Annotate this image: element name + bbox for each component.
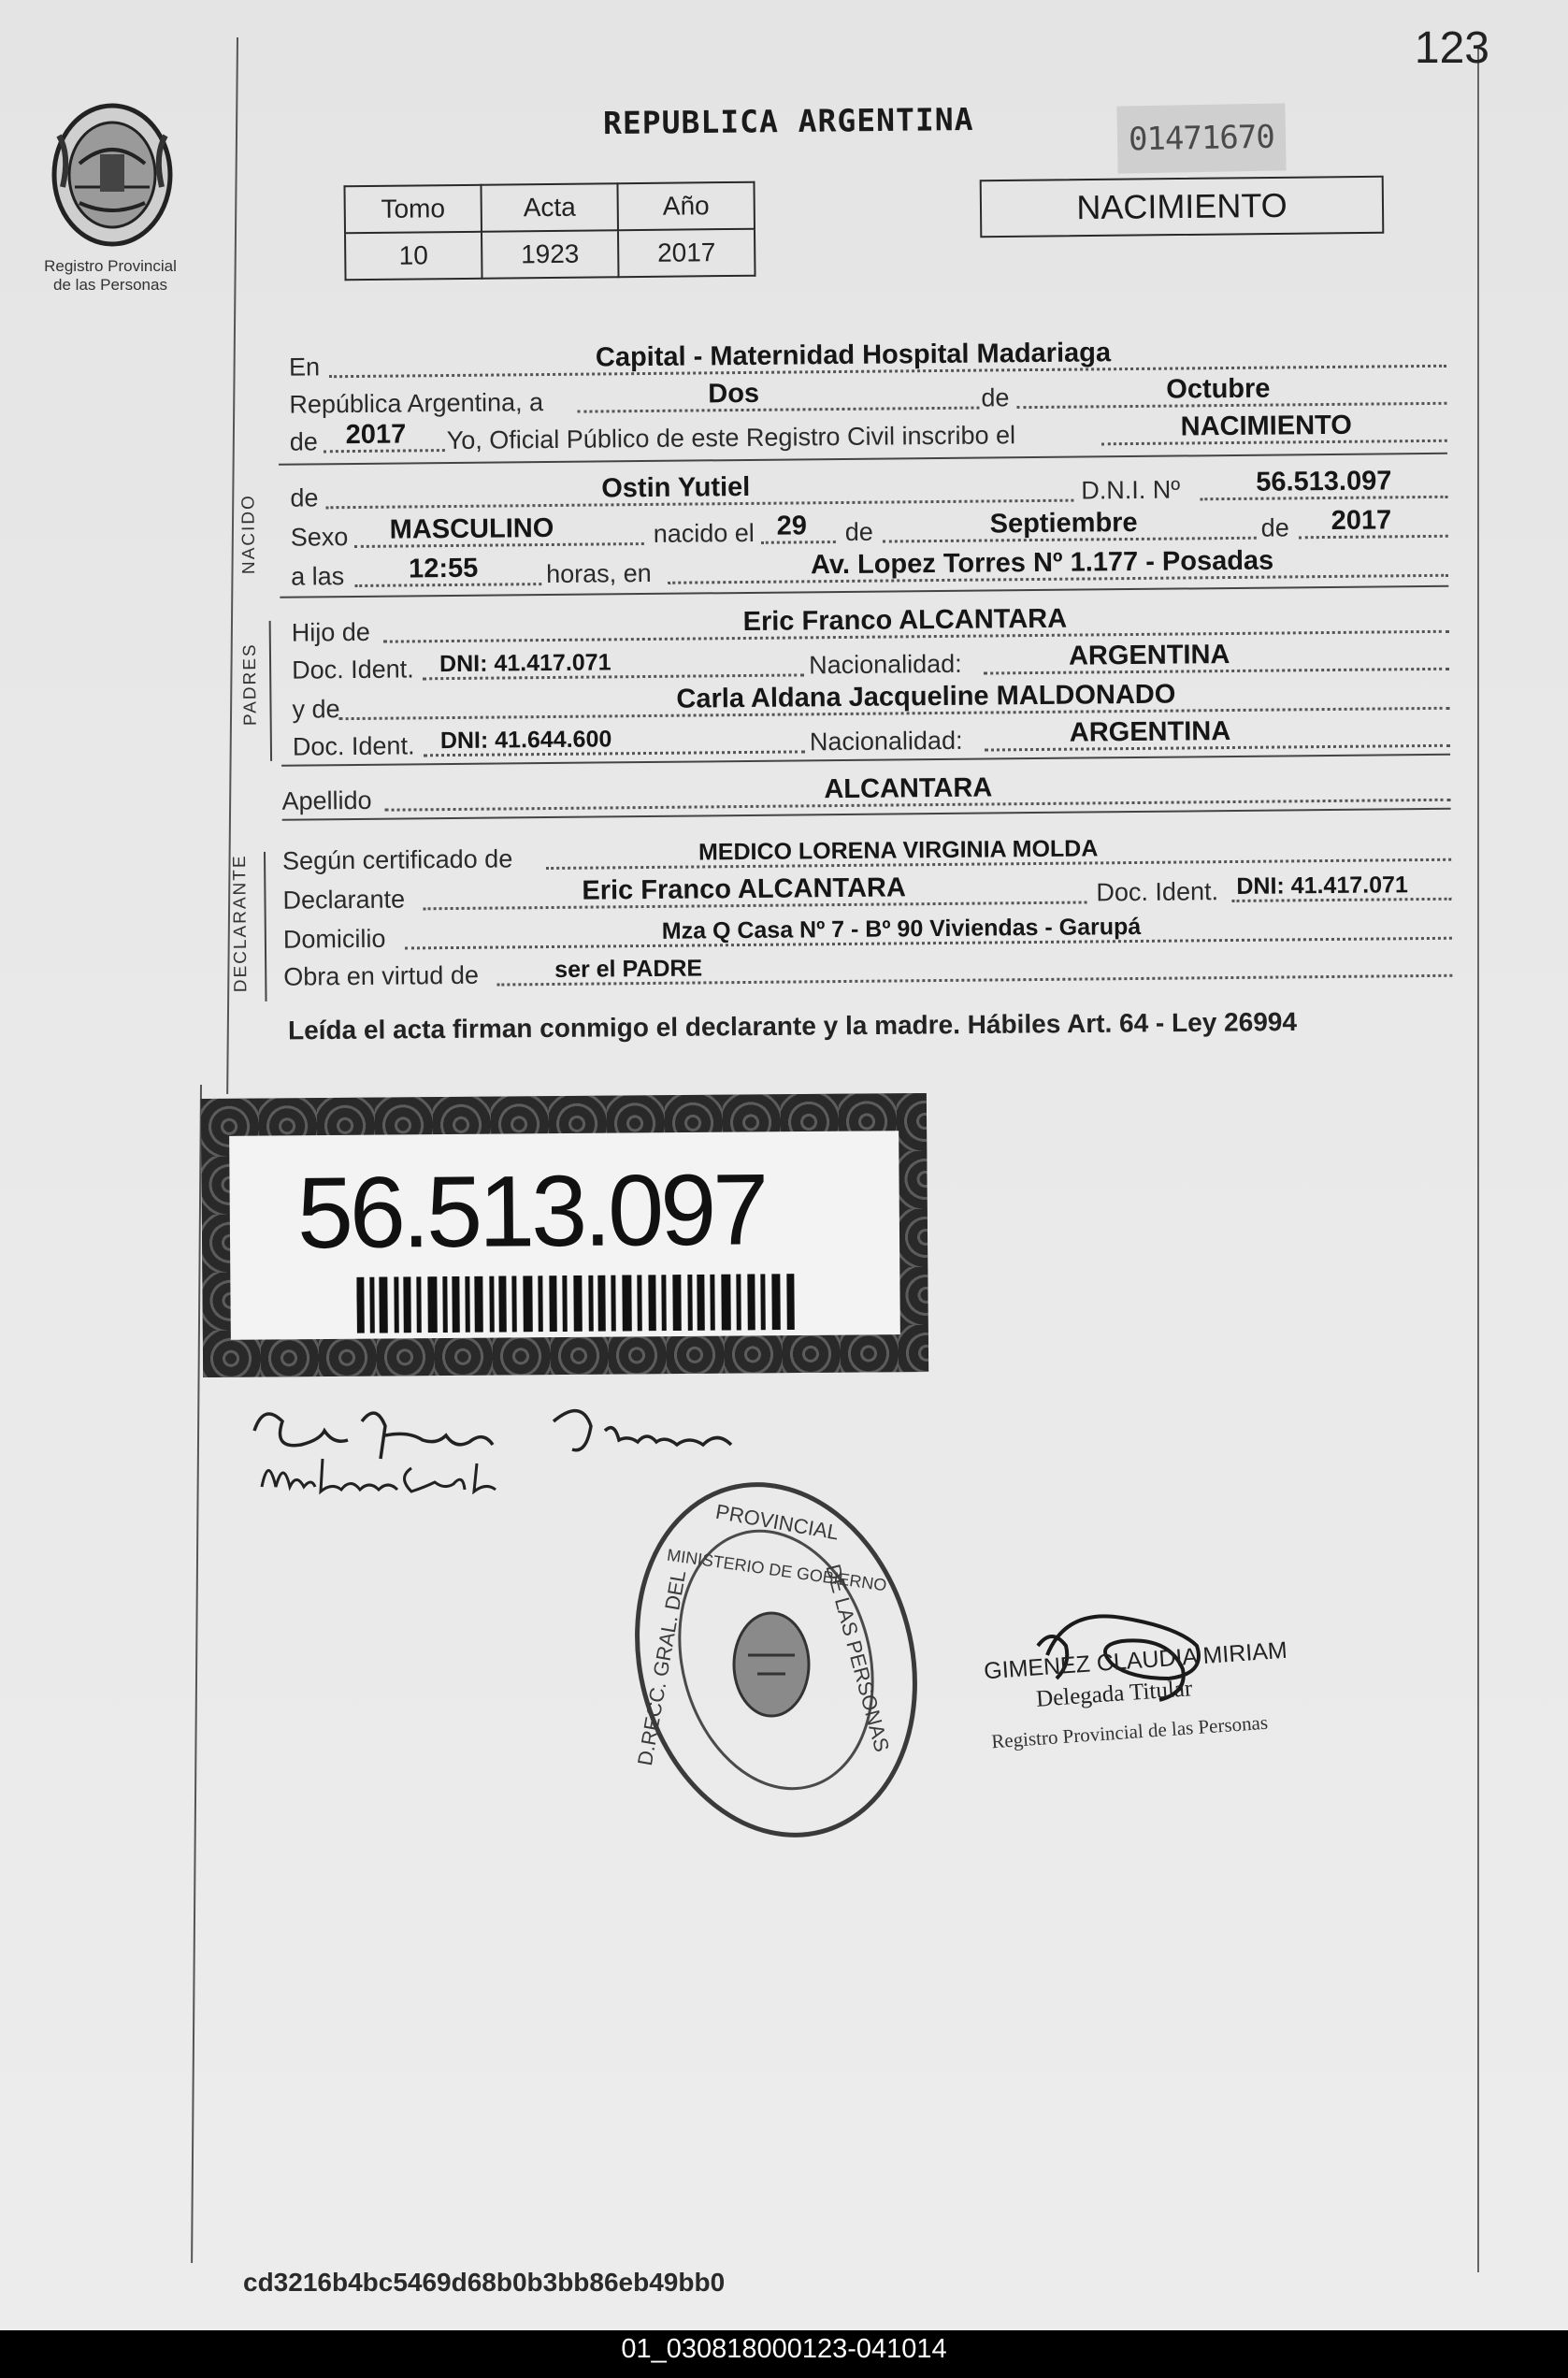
logo-caption-line1: Registro Provincial: [44, 257, 177, 275]
closing-statement: Leída el acta firman conmigo el declarante y la madre. Hábiles Art. 64 - Ley 26994: [287, 1006, 1298, 1045]
official-organization: Registro Provincial de las Personas: [990, 1710, 1269, 1753]
padres-bracket: [269, 621, 272, 761]
child-name-value: Ostin Yutiel: [601, 471, 751, 504]
de-label: de: [1260, 513, 1289, 542]
de-label: de: [844, 517, 873, 546]
mother-doc-value: DNI: 41.644.600: [439, 726, 612, 755]
de-label: de: [290, 483, 319, 512]
mother-name-value: Carla Aldana Jacqueline MALDONADO: [676, 679, 1176, 714]
place-value: Capital - Maternidad Hospital Madariaga: [595, 338, 1112, 373]
certificate-type-box: NACIMIENTO: [980, 176, 1385, 238]
sexo-value: MASCULINO: [389, 512, 554, 545]
year-de-label: de: [289, 427, 318, 456]
birth-year-value: 2017: [1331, 505, 1392, 536]
official-seal-icon: [626, 1473, 935, 1856]
father-nationality-value: ARGENTINA: [1068, 640, 1230, 671]
en-label: En: [288, 353, 321, 382]
obra-value: ser el PADRE: [554, 955, 703, 983]
dni-sticker: [201, 1093, 928, 1377]
declarante-section-label: DECLARANTE: [230, 854, 252, 993]
row-surname: [281, 767, 1450, 815]
svg-text:DE LAS PERSONAS: DE LAS PERSONAS: [821, 1562, 895, 1755]
dni-label: D.N.I. Nº: [1081, 475, 1181, 505]
doc-ident-label: Doc. Ident.: [291, 655, 414, 685]
left-margin-line-lower: [191, 1085, 202, 2263]
de-label: de: [981, 383, 1010, 412]
sexo-label: Sexo: [290, 523, 349, 552]
apellido-label: Apellido: [281, 785, 372, 815]
svg-text:MINISTERIO DE GOBIERNO: MINISTERIO DE GOBIERNO: [666, 1545, 888, 1595]
y-de-label: y de: [292, 695, 340, 724]
sticker-dni-number: 56.513.097: [296, 1152, 766, 1270]
nacionalidad-label: Nacionalidad:: [808, 649, 962, 680]
inscribo-text: Yo, Oficial Público de este Registro Civil inscribo el: [446, 421, 1016, 455]
registry-header-ano: Año: [617, 182, 755, 231]
page-number: 123: [1414, 23, 1489, 73]
obra-label: Obra en virtud de: [283, 960, 480, 991]
logo-caption-line2: de las Personas: [53, 276, 167, 294]
registry-header-acta: Acta: [481, 183, 618, 232]
birth-time-value: 12:55: [408, 553, 479, 584]
mother-signature: [257, 1445, 547, 1510]
declarante-name-value: Eric Franco ALCANTARA: [582, 872, 906, 906]
barcode-icon: [356, 1274, 796, 1333]
official-name: GIMENEZ CLAUDIA MIRIAM: [983, 1636, 1288, 1685]
certificado-label: Según certificado de: [281, 844, 513, 875]
birth-month-value: Septiembre: [989, 507, 1138, 540]
declarante-doc-value: DNI: 41.417.071: [1236, 872, 1408, 900]
nacido-el-label: nacido el: [653, 518, 755, 548]
document-hash: cd3216b4bc5469d68b0b3bb86eb49bb0: [243, 2268, 726, 2297]
svg-text:D.RECC. GRAL. DEL: D.RECC. GRAL. DEL: [632, 1568, 691, 1768]
registry-value-ano: 2017: [618, 229, 755, 278]
svg-text:PROVINCIAL: PROVINCIAL: [713, 1499, 842, 1545]
mother-nationality-value: ARGENTINA: [1069, 716, 1231, 748]
registry-header-tomo: Tomo: [344, 185, 482, 234]
domicilio-label: Domicilio: [282, 924, 386, 954]
year-value: 2017: [345, 419, 407, 451]
birth-record-form: [0, 0, 1568, 1131]
registry-value-acta: 1923: [482, 230, 619, 279]
hijo-de-label: Hijo de: [291, 617, 370, 647]
certificado-value: MEDICO LORENA VIRGINIA MOLDA: [698, 835, 1099, 866]
doc-ident-label: Doc. Ident.: [1096, 877, 1219, 907]
sticker-label: [229, 1131, 900, 1340]
republic-label: República Argentina, a: [289, 388, 544, 419]
declarante-bracket: [264, 852, 267, 1002]
birth-place-value: Av. Lopez Torres Nº 1.177 - Posadas: [810, 545, 1274, 581]
horas-label: horas, en: [546, 558, 652, 589]
a-las-label: a las: [291, 562, 345, 591]
father-doc-value: DNI: 41.417.071: [439, 649, 611, 678]
declarante-label: Declarante: [282, 885, 406, 915]
official-role: Delegada Titular: [1035, 1676, 1194, 1712]
nacionalidad-label: Nacionalidad:: [809, 726, 963, 757]
birth-day-value: 29: [776, 511, 808, 541]
serial-number: 01471670: [1116, 103, 1286, 173]
doc-ident-label: Doc. Ident.: [292, 731, 415, 761]
document-title: REPUBLICA ARGENTINA: [602, 100, 974, 142]
surname-value: ALCANTARA: [824, 772, 993, 805]
domicilio-value: Mza Q Casa Nº 7 - Bº 90 Viviendas - Garupá: [661, 913, 1142, 944]
padres-section-label: PADRES: [239, 642, 261, 727]
document-code: 01_030818000123-041014: [621, 2334, 947, 2364]
month-value: Octubre: [1166, 373, 1271, 405]
father-name-value: Eric Franco ALCANTARA: [742, 603, 1068, 638]
nacido-section-label: NACIDO: [238, 494, 260, 575]
registry-value-tomo: 10: [345, 232, 482, 281]
event-value: NACIMIENTO: [1180, 410, 1352, 442]
child-dni-value: 56.513.097: [1256, 466, 1392, 497]
day-value: Dos: [708, 378, 760, 410]
